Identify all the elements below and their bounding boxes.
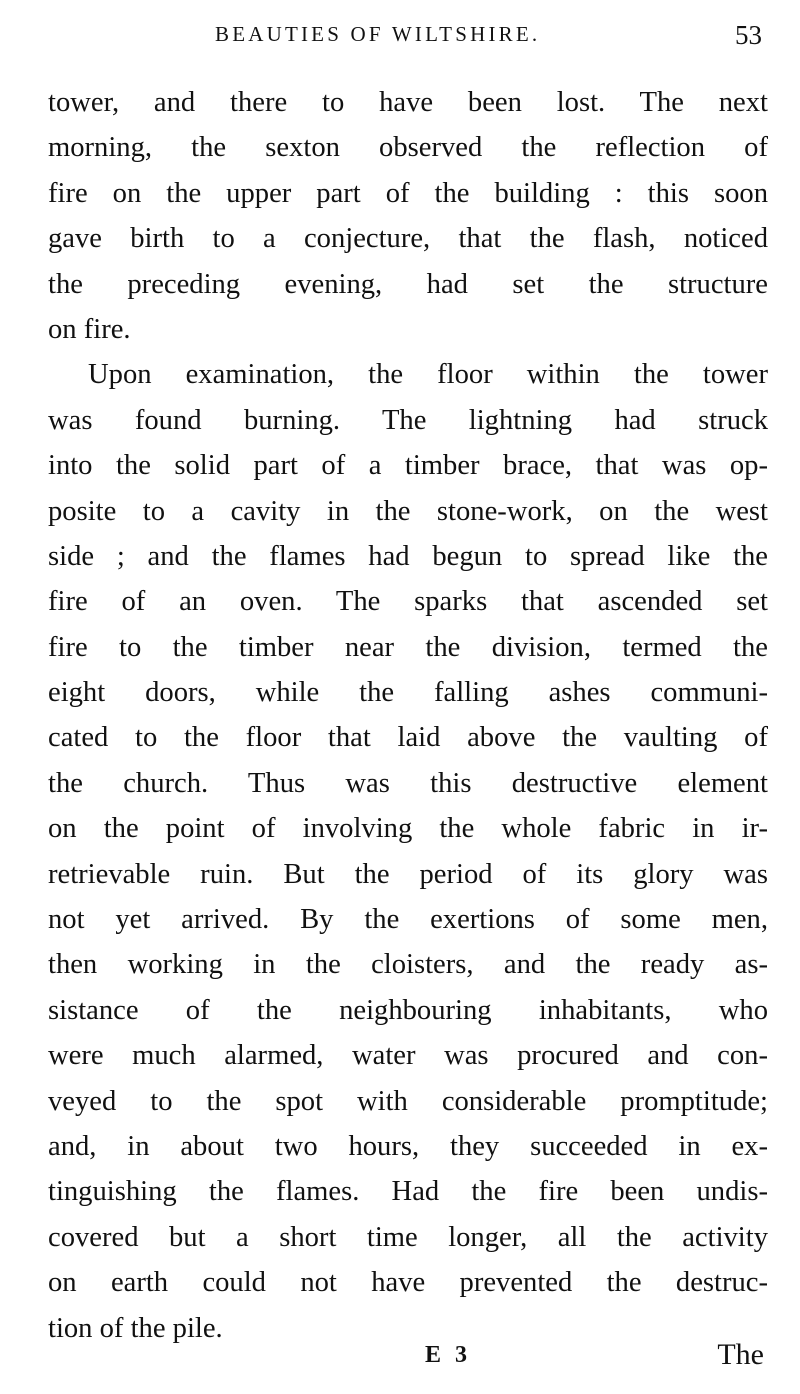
text-line: into the solid part of a timber brace, that was op- bbox=[48, 450, 768, 482]
text-line: on earth could not have prevented the destruc- bbox=[48, 1267, 768, 1299]
text-line: then working in the cloisters, and the ready as- bbox=[48, 949, 768, 981]
text-line: gave birth to a conjecture, that the flash, noticed bbox=[48, 223, 768, 255]
text-line: fire to the timber near the division, termed the bbox=[48, 631, 768, 663]
text-line: sistance of the neighbouring inhabitants, who bbox=[48, 994, 768, 1026]
text-line: fire on the upper part of the building : this soon bbox=[48, 177, 768, 209]
page-number: 53 bbox=[735, 20, 762, 50]
text-line: and, in about two hours, they succeeded in ex- bbox=[48, 1130, 768, 1162]
text-line: fire of an oven. The sparks that ascended set bbox=[48, 586, 768, 618]
text-body bbox=[48, 80, 768, 1351]
text-line: on fire. bbox=[48, 313, 131, 345]
text-line: morning, the sexton observed the reflection of bbox=[48, 132, 768, 164]
text-line: eight doors, while the falling ashes communi- bbox=[48, 677, 768, 709]
text-line: the preceding evening, had set the structure bbox=[48, 268, 768, 300]
running-head bbox=[0, 22, 800, 62]
text-line: retrievable ruin. But the period of its glory was bbox=[48, 858, 768, 890]
text-line: posite to a cavity in the stone-work, on the west bbox=[48, 495, 768, 527]
text-line: tinguishing the flames. Had the fire been undis- bbox=[48, 1176, 768, 1208]
text-line: side ; and the flames had begun to spread like the bbox=[48, 540, 768, 572]
text-line: veyed to the spot with considerable promptitude; bbox=[48, 1085, 768, 1117]
catchword: The bbox=[717, 1338, 764, 1371]
text-line: tion of the pile. bbox=[48, 1312, 223, 1344]
signature-mark: E 3 bbox=[425, 1342, 472, 1368]
text-line: covered but a short time longer, all the activity bbox=[48, 1221, 768, 1253]
text-line: Upon examination, the floor within the tower bbox=[88, 359, 768, 391]
text-line: the church. Thus was this destructive element bbox=[48, 767, 768, 799]
running-title: BEAUTIES OF WILTSHIRE. bbox=[215, 22, 541, 46]
text-line: were much alarmed, water was procured and con- bbox=[48, 1040, 768, 1072]
text-line: not yet arrived. By the exertions of some men, bbox=[48, 904, 768, 936]
page-footer bbox=[0, 1338, 800, 1382]
text-line: was found burning. The lightning had struck bbox=[48, 404, 768, 436]
text-line: cated to the floor that laid above the vaulting of bbox=[48, 722, 768, 754]
text-line: tower, and there to have been lost. The next bbox=[48, 87, 768, 118]
text-line: on the point of involving the whole fabric in ir- bbox=[48, 813, 768, 845]
